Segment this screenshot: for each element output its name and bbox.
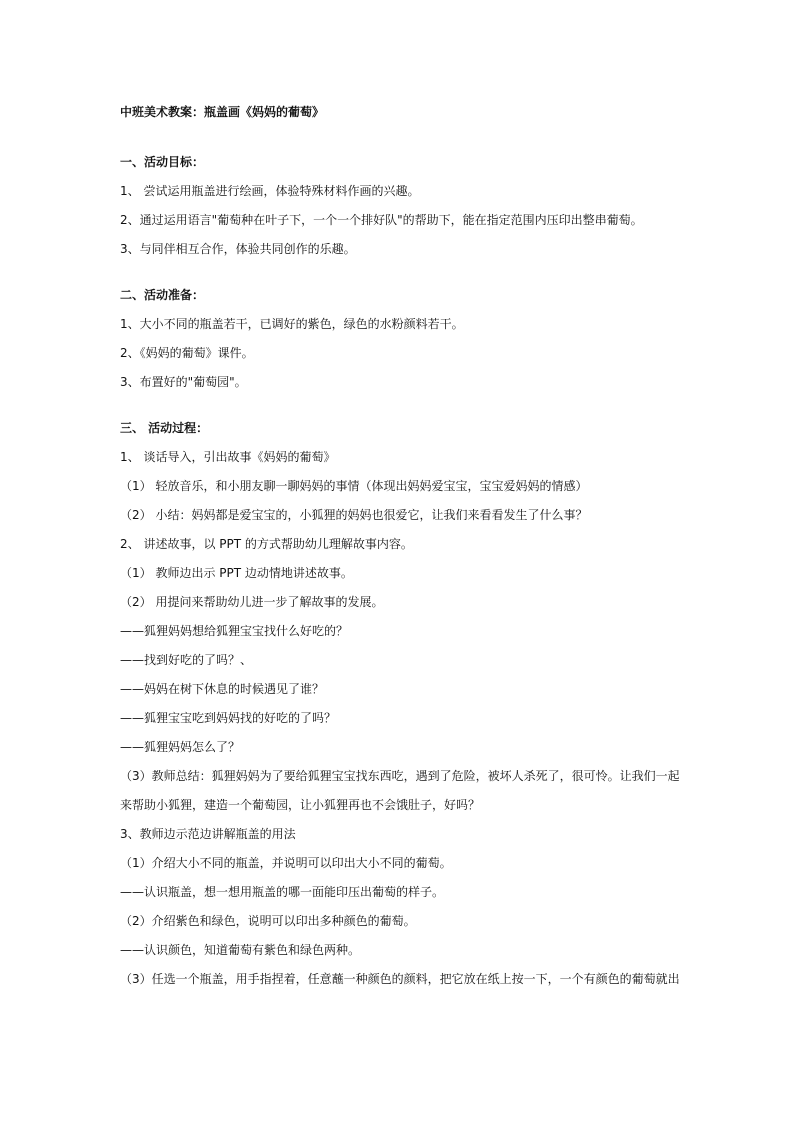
document-body bbox=[120, 102, 680, 994]
document-title: 中班美术教案：瓶盖画《妈妈的葡萄》 bbox=[120, 105, 325, 119]
process-item: （1）介绍大小不同的瓶盖，并说明可以印出大小不同的葡萄。 bbox=[120, 856, 452, 870]
process-item: ——认识瓶盖，想一想用瓶盖的哪一面能印压出葡萄的样子。 bbox=[120, 885, 445, 899]
section-gap bbox=[120, 397, 680, 414]
process-item: ——认识颜色，知道葡萄有紫色和绿色两种。 bbox=[120, 943, 361, 957]
process-item: ——找到好吃的了吗？、 bbox=[120, 653, 253, 667]
preparation-item: 1、大小不同的瓶盖若干，已调好的紫色，绿色的水粉颜料若干。 bbox=[120, 317, 464, 331]
goal-item: 2、通过运用语言"葡萄种在叶子下，一个一个排好队"的帮助下，能在指定范围内压印出整串葡萄。 bbox=[120, 213, 643, 227]
process-item: （2）介绍紫色和绿色，说明可以印出多种颜色的葡萄。 bbox=[120, 914, 416, 928]
goal-item: 1、 尝试运用瓶盖进行绘画，体验特殊材料作画的兴趣。 bbox=[120, 184, 420, 198]
process-item: （3）教师总结：狐狸妈妈为了要给狐狸宝宝找东西吃，遇到了危险，被坏人杀死了，很可怜。让我们一起 bbox=[120, 769, 680, 783]
section-gap bbox=[120, 264, 680, 281]
process-item: ——狐狸宝宝吃到妈妈找的好吃的了吗？ bbox=[120, 711, 337, 725]
preparation-item: 3、布置好的"葡萄园"。 bbox=[120, 375, 247, 389]
process-item: 3、教师边示范边讲解瓶盖的用法 bbox=[120, 827, 296, 841]
goal-item: 3、与同伴相互合作，体验共同创作的乐趣。 bbox=[120, 242, 356, 256]
process-item: 2、 讲述故事，以 PPT 的方式帮助幼儿理解故事内容。 bbox=[120, 537, 413, 551]
process-item: （1） 教师边出示 PPT 边动情地讲述故事。 bbox=[120, 566, 353, 580]
process-item: 来帮助小狐狸，建造一个葡萄园，让小狐狸再也不会饿肚子，好吗？ bbox=[120, 798, 481, 812]
process-item: ——妈妈在树下休息的时候遇见了谁？ bbox=[120, 682, 325, 696]
section-heading-process: 三、 活动过程： bbox=[120, 421, 209, 435]
section-heading-preparation: 二、活动准备： bbox=[120, 288, 205, 302]
process-item: （2） 用提问来帮助幼儿进一步了解故事的发展。 bbox=[120, 595, 384, 609]
process-item: （3）任选一个瓶盖，用手指捏着，任意蘸一种颜色的颜料，把它放在纸上按一下，一个有颜色的葡萄就出 bbox=[120, 972, 680, 986]
process-item: ——狐狸妈妈怎么了？ bbox=[120, 740, 241, 754]
section-heading-goals: 一、活动目标： bbox=[120, 155, 205, 169]
process-item: （1） 轻放音乐，和小朋友聊一聊妈妈的事情（体现出妈妈爱宝宝，宝宝爱妈妈的情感） bbox=[120, 479, 588, 493]
preparation-item: 2、《妈妈的葡萄》课件。 bbox=[120, 346, 254, 360]
process-item: ——狐狸妈妈想给狐狸宝宝找什么好吃的？ bbox=[120, 624, 349, 638]
process-item: （2） 小结：妈妈都是爱宝宝的，小狐狸的妈妈也很爱它，让我们来看看发生了什么事？ bbox=[120, 508, 588, 522]
process-item: 1、 谈话导入，引出故事《妈妈的葡萄》 bbox=[120, 450, 336, 464]
